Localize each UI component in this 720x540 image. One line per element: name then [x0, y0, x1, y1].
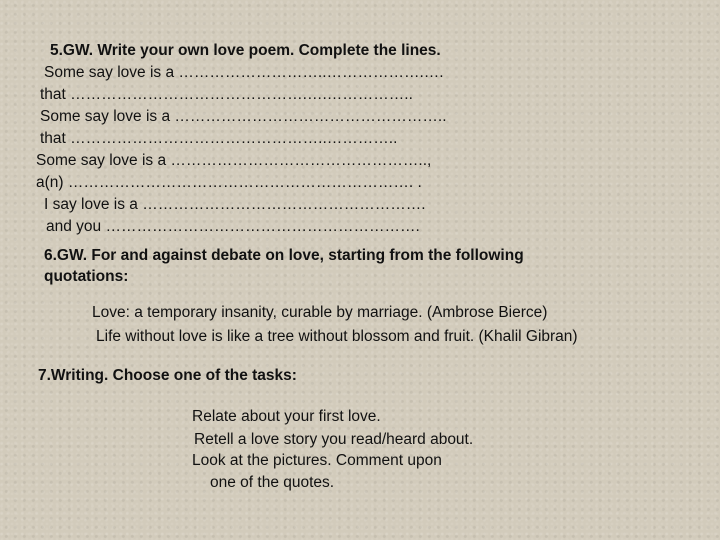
quote-bierce: Love: a temporary insanity, curable by marriage. (Ambrose Bierce): [92, 304, 548, 321]
poem-line: I say love is a ……………………………………………….: [44, 196, 426, 213]
task7-heading: 7.Writing. Choose one of the tasks:: [38, 367, 297, 384]
poem-line: that ……………………………………….….……………..: [40, 86, 413, 103]
task7-item: Look at the pictures. Comment upon: [192, 452, 442, 469]
task7-item: Retell a love story you read/heard about.: [194, 431, 474, 448]
task7-item: one of the quotes.: [210, 474, 335, 491]
poem-line: Some say love is a ………………………..……………….….: [44, 64, 444, 81]
task5-heading: 5.GW. Write your own love poem. Complete the lines.: [50, 42, 441, 59]
poem-line: that …………………………………………..…………..: [40, 130, 398, 147]
poem-line: Some say love is a ……………………………………………..: [40, 108, 447, 125]
poem-line: a(n) …………………………………………………………. .: [36, 174, 422, 191]
task6-heading-cont: quotations:: [44, 268, 129, 285]
quote-gibran: Life without love is like a tree without blossom and fruit. (Khalil Gibran): [96, 328, 578, 345]
task7-item: Relate about your first love.: [192, 408, 381, 425]
task6-heading: 6.GW. For and against debate on love, starting from the following: [44, 247, 524, 264]
poem-line: Some say love is a …………………………………………..,: [36, 152, 432, 169]
poem-line: and you …………………………………………………….: [46, 218, 420, 235]
